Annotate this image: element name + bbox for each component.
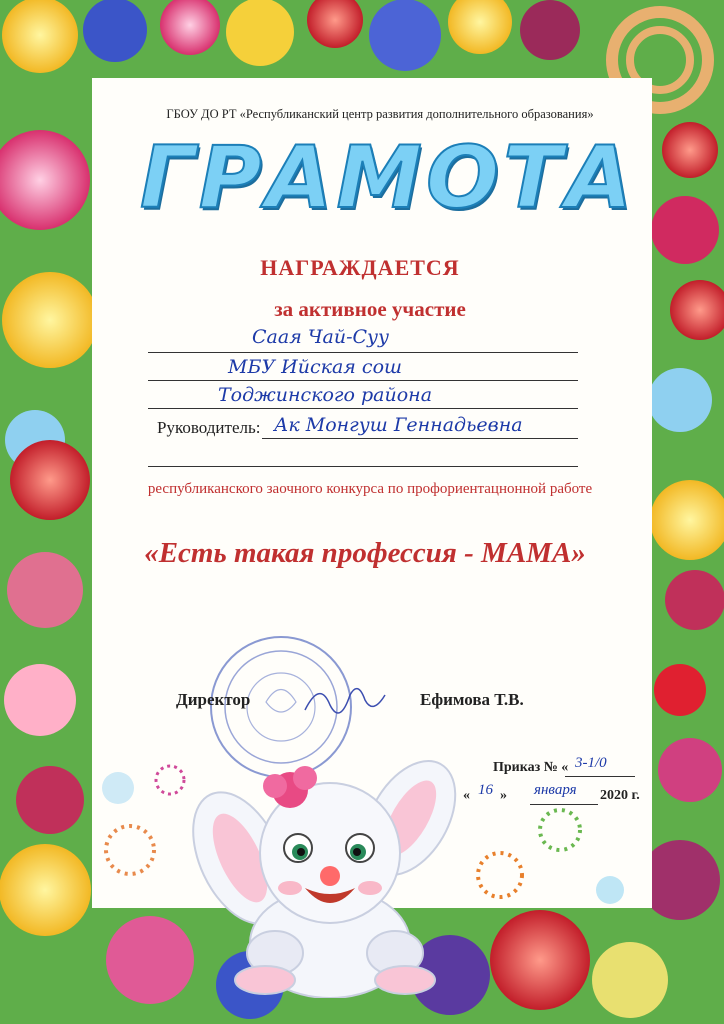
decorative-dots-right	[460, 800, 640, 910]
order-line	[565, 776, 635, 777]
certificate-title: ГРАМОТА	[140, 128, 637, 228]
blank-line	[148, 466, 578, 467]
recipient-school: МБУ Ийская сош	[228, 356, 403, 378]
recipient-name: Саая Чай-Суу	[252, 326, 390, 348]
recipient-line-2	[148, 380, 578, 381]
director-signature	[300, 680, 390, 720]
bunny-illustration	[180, 748, 480, 998]
date-month: января	[534, 782, 577, 798]
date-year: 2020 г.	[600, 788, 640, 803]
date-open-quote: «	[463, 788, 470, 803]
recipient-line-3	[148, 408, 578, 409]
contest-description: республиканского заочного конкурса по профориентацнонной работе	[147, 481, 593, 497]
order-number: 3-1/0	[575, 755, 607, 771]
leader-label: Руководитель:	[157, 418, 261, 437]
contest-name: «Есть такая профессия - МАМА»	[144, 537, 586, 569]
participation-text: за активное участие	[274, 297, 466, 321]
director-name: Ефимова Т.В.	[420, 690, 524, 709]
awarded-heading: НАГРАЖДАЕТСЯ	[260, 255, 460, 280]
date-line	[530, 804, 598, 805]
recipient-line-1	[148, 352, 578, 353]
organization-name: ГБОУ ДО РТ «Республиканский центр развития дополнительного образования»	[166, 107, 594, 121]
leader-name: Ак Монгуш Геннадьевна	[274, 414, 523, 436]
recipient-district: Тоджинского района	[218, 384, 433, 406]
date-day: 16	[478, 782, 493, 798]
leader-line	[262, 438, 578, 439]
director-label: Директор	[176, 690, 251, 709]
date-close-quote: »	[500, 788, 507, 803]
order-label: Приказ № «	[493, 760, 569, 775]
